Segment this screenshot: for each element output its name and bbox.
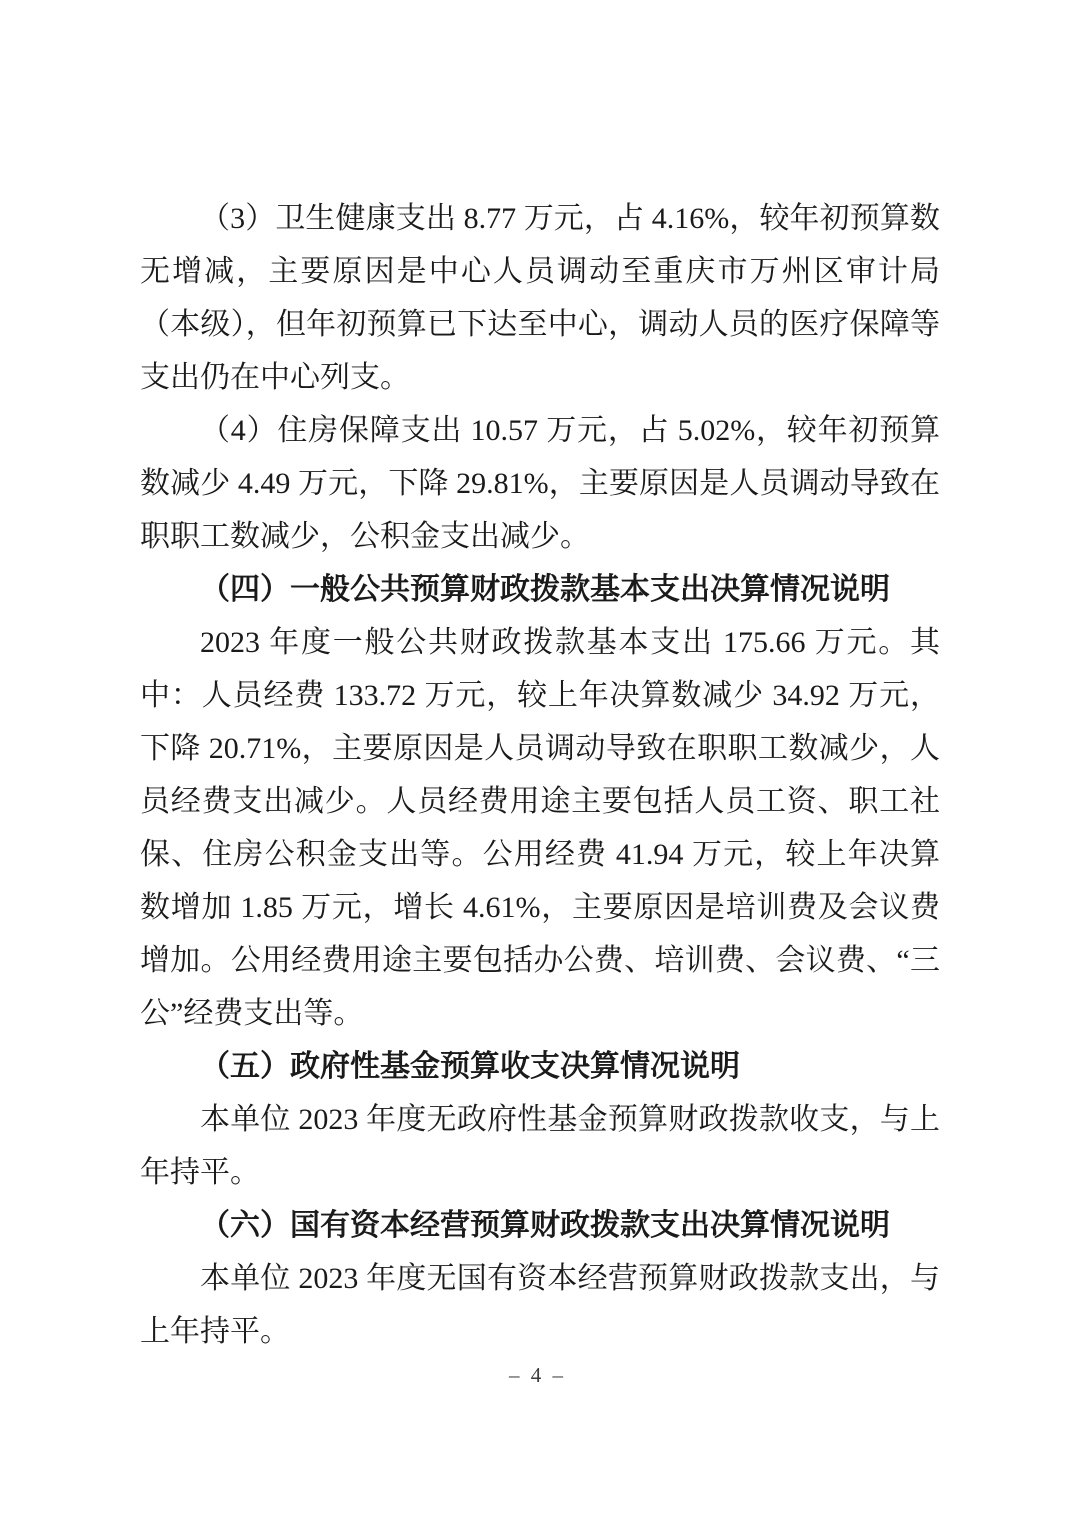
paragraph-govt-fund-budget: 本单位 2023 年度无政府性基金预算财政拨款收支，与上年持平。 bbox=[140, 1103, 940, 1189]
heading-state-capital-budget-note: （六）国有资本经营预算财政拨款支出决算情况说明 bbox=[200, 1209, 890, 1242]
page-number: – 4 – bbox=[509, 1363, 566, 1387]
paragraph-health-expenditure: （3）卫生健康支出 8.77 万元，占 4.16%，较年初预算数无增减，主要原因是中心人员调动至重庆市万州区审计局（本级），但年初预算已下达至中心，调动人员的医疗保障等支出仍在中心列支。 bbox=[140, 202, 940, 394]
paragraph-basic-expenditure-detail: 2023 年度一般公共财政拨款基本支出 175.66 万元。其中：人员经费 133.72 万元，较上年决算数减少 34.92 万元，下降 20.71%，主要原因是人员调动导致在职职工数减少，人员经费支出减少。人员经费用途主要包括人员工资、职工社保、住房公积金支出等。公用经费 41.94 万元，较上年决算数增加 1.85 万元，增长 4.61%，主要原因是培训费及会议费增加。公用经费用途主要包括办公费、培训费、会议费、“三公”经费支出等。 bbox=[140, 626, 940, 1030]
paragraph-housing-expenditure: （4）住房保障支出 10.57 万元，占 5.02%，较年初预算数减少 4.49 万元，下降 29.81%，主要原因是人员调动导致在职职工数减少，公积金支出减少。 bbox=[140, 414, 940, 553]
document-body bbox=[140, 192, 940, 1358]
heading-govt-fund-budget-note: （五）政府性基金预算收支决算情况说明 bbox=[200, 1050, 740, 1083]
paragraph-state-capital-budget: 本单位 2023 年度无国有资本经营预算财政拨款支出，与上年持平。 bbox=[140, 1262, 940, 1348]
heading-basic-expenditure-note: （四）一般公共预算财政拨款基本支出决算情况说明 bbox=[200, 573, 890, 606]
